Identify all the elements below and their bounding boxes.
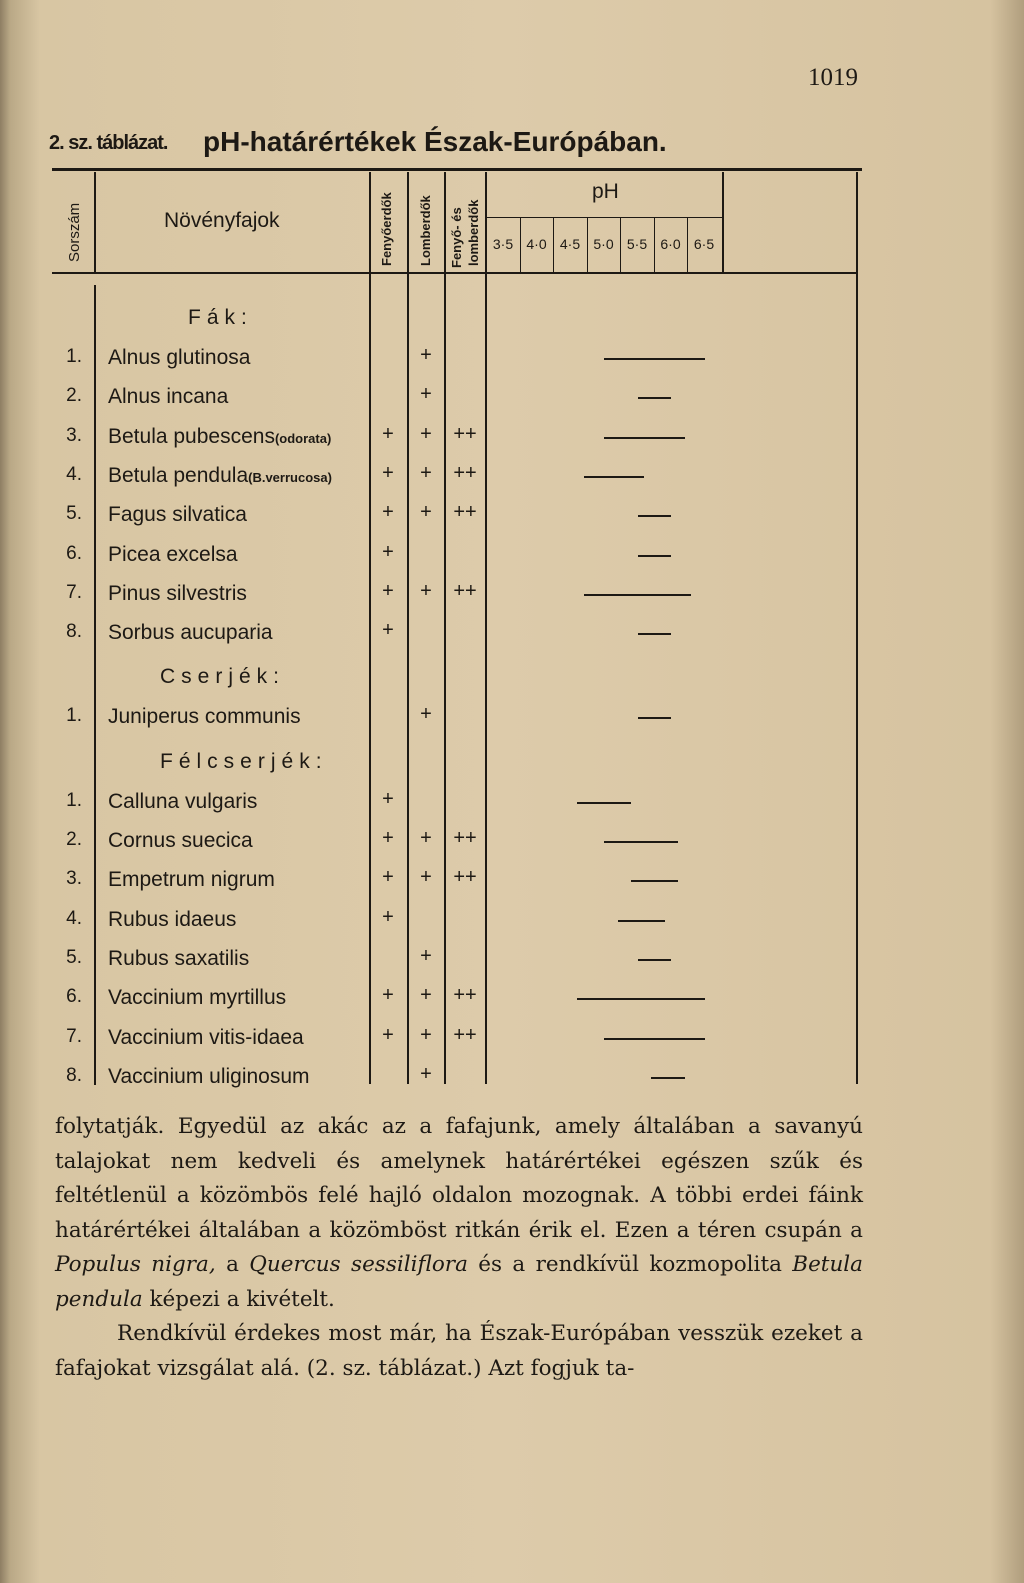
row-number: 3. (66, 424, 82, 446)
header-sorszam: Sorszám (66, 202, 83, 262)
header-bottom-rule (52, 272, 858, 274)
plant-name-text: Fagus silvatica (108, 503, 247, 527)
plant-name (108, 790, 257, 814)
col-line-right (856, 172, 858, 1084)
ph-range-bar (604, 358, 705, 360)
mark-fenyoerdok: + (382, 1023, 394, 1046)
plant-name-text: Juniperus communis (108, 705, 301, 729)
plant-name-text: Empetrum nigrum (108, 868, 275, 892)
mark-vegyes: ++ (453, 827, 477, 849)
plant-name (108, 908, 236, 932)
row-number: 2. (66, 829, 82, 850)
mark-fenyoerdok: + (382, 579, 394, 602)
plant-name-text: Rubus saxatilis (108, 946, 250, 970)
row-number: 7. (66, 581, 82, 603)
ph-scale-value: 5·0 (593, 236, 614, 252)
plant-name-text: Vaccinium uliginosum (108, 1064, 310, 1088)
ph-range-bar (618, 920, 665, 922)
row-number: 1. (66, 705, 82, 727)
row-number: 8. (66, 621, 82, 643)
ph-range-bar (638, 959, 672, 961)
plant-name (108, 1065, 310, 1089)
ph-range-bar (638, 515, 672, 517)
body-text (55, 1110, 863, 1386)
mark-fenyoerdok: + (382, 422, 394, 445)
ph-range-bar (638, 717, 672, 719)
mark-lomberdok: + (420, 422, 432, 445)
row-number: 4. (66, 907, 82, 929)
col-line-lomb (444, 172, 446, 1084)
col-line-vegyes (485, 172, 487, 1084)
row-number: 8. (66, 1064, 82, 1086)
plant-name (108, 543, 238, 567)
mark-fenyoerdok: + (382, 461, 394, 484)
ph-scale-value: 6·5 (693, 236, 715, 252)
mark-lomberdok: + (420, 703, 432, 726)
mark-fenyoerdok: + (382, 619, 394, 642)
header-vegyes-2: lomberdők (466, 199, 481, 266)
row-number: 5. (66, 946, 82, 968)
plant-name-text: Calluna vulgaris (108, 789, 258, 813)
plant-name (108, 503, 247, 527)
ph-range-bar (638, 555, 672, 557)
ph-scale-value: 5·5 (626, 236, 648, 252)
col-line-sorszam-body (94, 285, 96, 1085)
mark-vegyes: ++ (453, 579, 477, 602)
mark-vegyes: ++ (453, 422, 477, 445)
plant-name-text: Rubus idaeus (108, 907, 237, 931)
plant-name (108, 1026, 304, 1050)
mark-lomberdok: + (420, 383, 432, 406)
plant-name (108, 464, 332, 488)
mark-vegyes: ++ (453, 866, 477, 889)
mark-lomberdok: + (420, 1023, 432, 1046)
ph-range-bar (651, 1077, 685, 1079)
section-title: Fák: (188, 306, 253, 329)
mark-lomberdok: + (420, 984, 432, 1007)
ph-range-bar (631, 880, 678, 882)
row-number: 6. (66, 986, 82, 1008)
plant-name (108, 829, 253, 853)
plant-name-text: Sorbus aucuparia (108, 621, 273, 645)
plant-name-text: Alnus incana (108, 385, 229, 409)
mark-fenyoerdok: + (382, 827, 394, 849)
header-fenyoerdok: Fenyőerdők (379, 192, 394, 266)
mark-fenyoerdok: + (382, 540, 394, 563)
plant-name (108, 986, 286, 1010)
table-top-rule (52, 168, 862, 171)
row-number: 7. (66, 1025, 82, 1047)
ph-range-bar (577, 998, 704, 1000)
row-number: 1. (66, 789, 82, 811)
plant-name-text: Pinus silvestris (108, 581, 247, 605)
page-number: 1019 (808, 64, 858, 91)
paragraph-1: folytatják. Egyedül az akác az a fafajunk, amely általában a savanyú talajokat nem kedveli és amelynek határértékei egészen szűk és feltétlenül a közömbös felé hajló oldalon mozognak. A többi erdei fáink határértékei általában a közömböst ritkán érik el. Ezen a téren csupán a Populus nigra, a Quercus sessiliflora és a rendkívül kozmopolita Betula pendula képezi a kivételt. (55, 1114, 863, 1312)
mark-lomberdok: + (420, 344, 432, 366)
row-number: 6. (66, 542, 82, 564)
table-label: 2. sz. táblázat. (49, 132, 168, 154)
ph-range-bar (584, 476, 644, 478)
col-line-ph-right (722, 172, 724, 272)
section-title: Félcserjék: (160, 749, 328, 773)
ph-range-bar (577, 802, 631, 804)
plant-name-text: Betula pendula (108, 463, 249, 487)
paragraph-2: Rendkívül érdekes most már, ha Észak-Európában vesszük ezeket a fafajokat vizsgálat alá. (2. sz. táblázat.) Azt fogjuk ta- (55, 1321, 863, 1381)
row-number: 4. (66, 463, 82, 485)
mark-lomberdok: + (420, 866, 432, 889)
mark-fenyoerdok: + (382, 905, 394, 928)
ph-range-bar (604, 841, 678, 843)
mark-fenyoerdok: + (382, 866, 394, 889)
mark-vegyes: ++ (453, 984, 477, 1007)
plant-name-text: Alnus glutinosa (108, 346, 251, 369)
ph-scale-value: 4·0 (526, 236, 547, 252)
plant-name (108, 705, 301, 729)
mark-fenyoerdok: + (382, 984, 394, 1007)
plant-name-text: Picea excelsa (108, 542, 238, 566)
mark-lomberdok: + (420, 461, 432, 484)
mark-lomberdok: + (420, 827, 432, 849)
table-title: pH-határértékek Észak-Európában. (203, 126, 667, 157)
plant-synonym: (B.verrucosa) (248, 469, 332, 485)
row-number: 2. (66, 385, 82, 407)
plant-name (108, 947, 249, 971)
header-vegyes-1: Fenyő- és (449, 207, 464, 268)
row-number: 5. (66, 503, 82, 525)
plant-name-text: Cornus suecica (108, 829, 253, 852)
ph-range-bar (584, 594, 691, 596)
ph-range-bar (638, 633, 672, 635)
mark-vegyes: ++ (453, 1023, 477, 1046)
section-title: Cserjék: (160, 665, 286, 689)
row-number: 1. (66, 346, 82, 367)
plant-name-text: Vaccinium myrtillus (108, 986, 287, 1010)
mark-vegyes: ++ (453, 501, 477, 524)
ph-scale-value: 6·0 (660, 236, 681, 252)
plant-name (108, 425, 331, 449)
plant-name (108, 868, 275, 892)
header-lomberdok: Lomberdők (418, 195, 433, 266)
ph-scale-value: 4·5 (559, 236, 581, 252)
header-ph: pH (592, 180, 619, 203)
header-plants: Növényfajok (164, 209, 280, 232)
row-number: 3. (66, 868, 82, 890)
plant-name (108, 582, 247, 606)
mark-lomberdok: + (420, 1062, 432, 1085)
plant-name (108, 621, 273, 645)
mark-fenyoerdok: + (382, 787, 394, 810)
mark-lomberdok: + (420, 579, 432, 602)
ph-range-bar (638, 397, 672, 399)
mark-lomberdok: + (420, 944, 432, 967)
mark-fenyoerdok: + (382, 501, 394, 524)
plant-name (108, 385, 228, 409)
ph-range-bar (604, 1038, 705, 1040)
mark-vegyes: ++ (453, 461, 477, 484)
ph-range-bar (604, 437, 684, 439)
plant-name (108, 346, 250, 370)
plant-name-text: Vaccinium vitis-idaea (108, 1025, 304, 1049)
plant-name-text: Betula pubescens (108, 424, 275, 448)
ph-scale-value: 3·5 (492, 236, 514, 252)
col-line-sorszam (94, 172, 96, 272)
plant-synonym: (odorata) (274, 430, 332, 446)
mark-lomberdok: + (420, 501, 432, 524)
